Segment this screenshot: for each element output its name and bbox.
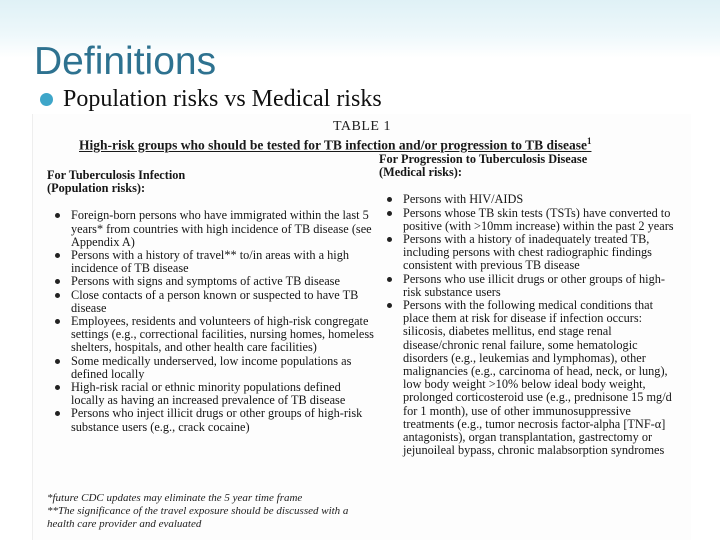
population-risks-header [47,169,377,195]
footnote-travel: **The significance of the travel exposure should be discussed with a health care provider and evaluated [47,505,349,530]
bullet-icon [40,93,53,106]
medical-header-line1: For Progression to Tuberculosis Disease [379,152,588,166]
subtitle-bullet [40,86,382,112]
medical-header-line2: (Medical risks): [379,165,462,180]
table-footnotes [47,492,367,531]
caption-footnote-mark: 1 [586,136,592,146]
table-caption [79,136,591,154]
list-item: Employees, residents and volunteers of high-risk congregate settings (e.g., correctional facilities, nursing homes, homeless shelters, hospitals, and other health care facilities) [47,315,377,355]
table-label: TABLE 1 [333,119,391,134]
list-item: Some medically underserved, low income populations as defined locally [47,355,377,381]
list-item: High-risk racial or ethnic minority populations defined locally as having an increased prevalence of TB disease [47,381,377,407]
scanned-table-image [32,114,691,540]
population-header-line1: For Tuberculosis Infection [47,168,186,182]
list-item: Foreign-born persons who have immigrated within the last 5 years* from countries with high incidence of TB disease (see Appendix A) [47,209,377,249]
slide-title: Definitions [34,40,217,83]
footnote-time-frame: *future CDC updates may eliminate the 5 year time frame [47,492,303,504]
list-item: Close contacts of a person known or suspected to have TB disease [47,289,377,315]
list-item: Persons with HIV/AIDS [379,193,679,206]
medical-risks-header [379,153,679,179]
list-item: Persons with a history of inadequately treated TB, including persons with chest radiographic findings consistent with previous TB disease [379,233,679,273]
population-header-line2: (Population risks): [47,181,146,196]
list-item: Persons with signs and symptoms of active TB disease [47,275,377,288]
list-item: Persons who use illicit drugs or other groups of high-risk substance users [379,273,679,299]
population-risks-list [47,209,377,433]
table-caption-text: High-risk groups who should be tested for TB infection and/or progression to TB disease [79,137,587,153]
population-risks-column [47,169,377,434]
list-item: Persons whose TB skin tests (TSTs) have converted to positive (with >10mm increase) within the past 2 years [379,207,679,233]
list-item: Persons with the following medical conditions that place them at risk for disease if infection occurs: silicosis, diabetes mellitus, end stage renal disease/chronic renal failure, some hematologic disorders (e.g., leukemias and lymphomas), other malignancies (e.g., carcinoma of head, neck, or lung), low body weight >10% below ideal body weight, prolonged corticosteroid use (e.g., prednisone 15 mg/d for 1 month), use of other immunosuppressive treatments (e.g., tumor necrosis factor-alpha [TNF-α] antagonists), organ transplantation, gastrectomy or jejunoileal bypass, chronic malabsorption syndromes [379,299,679,457]
list-item: Persons with a history of travel** to/in areas with a high incidence of TB disease [47,249,377,275]
slide-subtitle: Population risks vs Medical risks [63,85,382,112]
medical-risks-column [379,153,679,457]
medical-risks-list [379,193,679,457]
list-item: Persons who inject illicit drugs or other groups of high-risk substance users (e.g., crack cocaine) [47,407,377,433]
